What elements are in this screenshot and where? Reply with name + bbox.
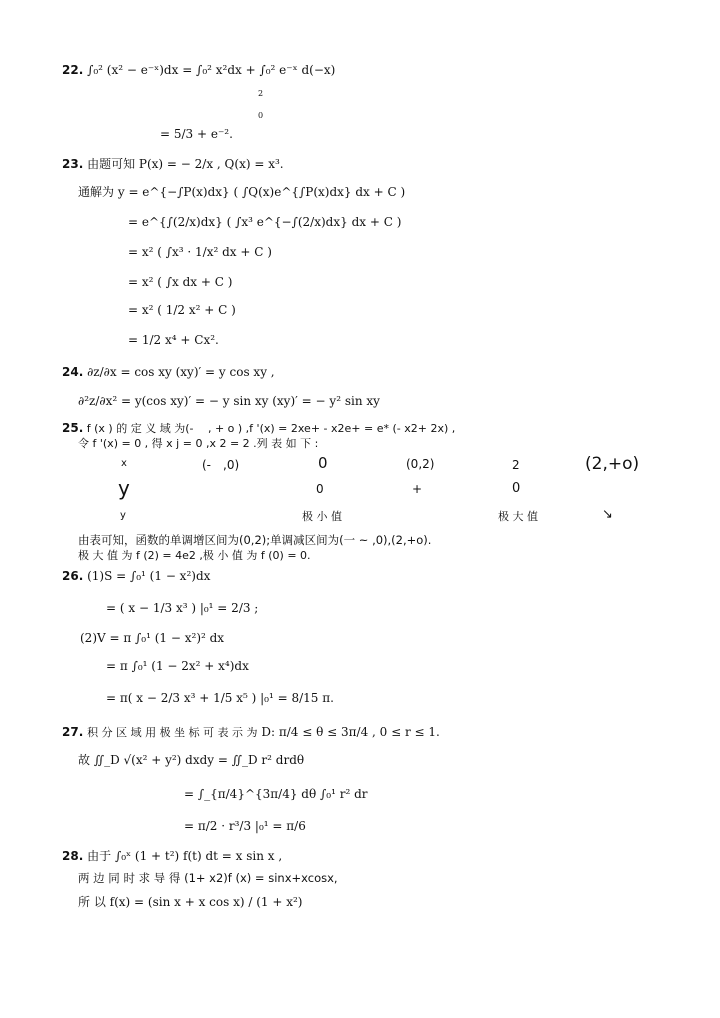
table-row3-local-max: 极 大 值: [498, 510, 538, 523]
problem-27-intro-text: 积 分 区 域 用 极 坐 标 可 表 示 为: [87, 726, 258, 739]
problem-28-number: 28.: [62, 849, 84, 863]
problem-25-line-1: [62, 420, 455, 437]
problem-27-iterated-integral: = ∫_{π/4}^{3π/4} dθ ∫₀¹ r² dr: [184, 787, 368, 801]
general-solution-formula: y = e^{−∫P(x)dx} ( ∫Q(x)e^{∫P(x)dx} dx + C ): [117, 185, 406, 199]
problem-26-number: 26.: [62, 569, 84, 583]
table-row1-two: 2: [512, 458, 520, 472]
stray-mark-0: 0: [258, 111, 264, 120]
problem-24-second-derivative: ∂²z/∂x² = y(cos xy)′ = − y sin xy (xy)′ = − y² sin xy: [78, 394, 380, 408]
problem-23-step-4: = x² ( ∫x dx + C ): [128, 275, 233, 289]
problem-28-result: f(x) = (sin x + x cos x) / (1 + x²): [109, 895, 303, 909]
problem-24-number: 24.: [62, 365, 84, 379]
problem-28-line-1: [62, 848, 282, 864]
problem-27-line-1: [62, 724, 440, 741]
table-row1-interval-1: (- ,0): [202, 458, 240, 472]
table-row2-y: y: [118, 476, 130, 500]
problem-23-step-2: = e^{∫(2/x)dx} ( ∫x³ e^{−∫(2/x)dx} dx + C ): [128, 215, 402, 229]
problem-22-line-1: [62, 62, 335, 78]
problem-25-extrema: 极 大 值 为 f (2) = 4e2 ,极 小 值 为 f (0) = 0.: [78, 549, 311, 562]
problem-24-line-1: [62, 364, 275, 380]
problem-25-monotonic-intervals: 由表可知，函数的单调增区间为(0,2);单调减区间为(一 ~ ,0),(2,+o).: [78, 533, 432, 547]
problem-27-number: 27.: [62, 725, 84, 739]
problem-23-number: 23.: [62, 157, 84, 171]
problem-22-equation: ∫₀² (x² − e⁻ˣ)dx = ∫₀² x²dx + ∫₀² e⁻ˣ d(−x): [87, 63, 336, 77]
problem-23-intro: 由题可知 P(x) = − 2/x , Q(x) = x³.: [87, 157, 284, 171]
problem-27-double-integral: [78, 752, 304, 768]
problem-24-first-derivative: ∂z/∂x = cos xy (xy)′ = y cos xy ,: [87, 365, 275, 379]
table-row1-x: x: [121, 458, 127, 469]
general-solution-prefix: 通解为: [78, 185, 115, 199]
problem-25-number: 25.: [62, 421, 84, 435]
table-row2-zero-2: 0: [512, 481, 521, 496]
table-row3-local-min: 极 小 值: [302, 510, 342, 523]
table-row2-zero-1: 0: [316, 482, 324, 496]
table-row1-zero: 0: [318, 454, 328, 472]
problem-27-prefix: 故: [78, 753, 91, 767]
problem-28-given-equation: ∫₀ˣ (1 + t²) f(t) dt = x sin x ,: [114, 849, 283, 863]
problem-28-differentiate: 两 边 同 时 求 导 得 (1+ x2)f (x) = sinx+xcosx,: [78, 871, 338, 885]
table-row3-decreasing-arrow: ↘: [602, 507, 613, 522]
problem-28-prefix: 由于: [87, 849, 112, 863]
problem-23-intro-line: [62, 156, 284, 172]
problem-26-area-integral: (1)S = ∫₀¹ (1 − x²)dx: [87, 569, 211, 583]
problem-23-step-5: = x² ( 1/2 x² + C ): [128, 303, 236, 317]
problem-22-number: 22.: [62, 63, 84, 77]
stray-mark-2: 2: [258, 89, 264, 98]
table-row1-interval-3: (2,+o): [585, 454, 640, 474]
problem-26-volume-expanded: = π ∫₀¹ (1 − 2x² + x⁴)dx: [106, 659, 249, 673]
table-row1-interval-2: (0,2): [406, 457, 435, 471]
problem-27-region: D: π/4 ≤ θ ≤ 3π/4 , 0 ≤ r ≤ 1.: [261, 725, 440, 739]
problem-27-result: = π/2 · r³/3 |₀¹ = π/6: [184, 819, 306, 833]
problem-27-integral-conversion: ∬_D √(x² + y²) dxdy = ∬_D r² drdθ: [93, 753, 305, 767]
problem-28-therefore: 所 以: [78, 895, 106, 909]
problem-28-conclusion: [78, 894, 302, 910]
problem-26-volume-integral: (2)V = π ∫₀¹ (1 − x²)² dx: [80, 631, 225, 645]
problem-25-critical-points: 令 f '(x) = 0 , 得 x j = 0 ,x 2 = 2 .列 表 如 下 :: [78, 437, 319, 450]
problem-22-result: = 5/3 + e⁻².: [160, 127, 233, 141]
problem-26-area-result: = ( x − 1/3 x³ ) |₀¹ = 2/3 ;: [106, 601, 259, 615]
table-row2-plus: +: [412, 482, 423, 496]
problem-26-volume-result: = π( x − 2/3 x³ + 1/5 x⁵ ) |₀¹ = 8/15 π.: [106, 691, 334, 705]
problem-25-domain: f (x ) 的 定 义 域 为(- , + o ) ,f '(x) = 2xe+ - x2e+ = e* (- x2+ 2x) ,: [86, 422, 456, 435]
problem-23-step-3: = x² ( ∫x³ · 1/x² dx + C ): [128, 245, 272, 259]
problem-23-step-6: = 1/2 x⁴ + Cx².: [128, 333, 219, 347]
problem-26-line-1: [62, 568, 210, 584]
problem-23-general-solution: [78, 184, 405, 200]
table-row3-y: y: [120, 510, 126, 521]
